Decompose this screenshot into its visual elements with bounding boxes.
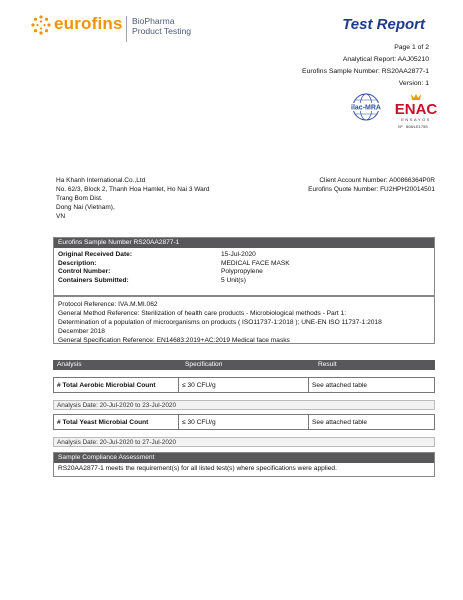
- header-result: Result: [318, 361, 337, 368]
- sample-field: [58, 260, 430, 269]
- analysis-name: # Total Yeast Microbial Count: [54, 415, 179, 430]
- svg-text:Nº: Nº: [398, 124, 403, 129]
- address-line: Dong Nai (Vietnam),: [56, 204, 115, 211]
- analysis-row: [53, 377, 435, 393]
- sample-number: Eurofins Sample Number: RS20AA2877-1: [302, 68, 429, 75]
- client-account-number: Client Account Number: A00866364P0R: [319, 177, 435, 184]
- compliance-section: [53, 452, 435, 477]
- client-account-info: [308, 176, 435, 194]
- logo-divider: [126, 16, 127, 42]
- quote-number: Eurofins Quote Number: FU2HPH20014501: [308, 186, 435, 193]
- address-line: No. 62/3, Block 2, Thanh Hoa Hamlet, Ho Nai 3 Ward: [56, 186, 210, 193]
- field-label: Containers Submitted:: [58, 276, 129, 284]
- enac-logo: [392, 92, 440, 132]
- analysis-result: See attached table: [309, 378, 435, 393]
- analysis-result: See attached table: [309, 415, 435, 430]
- address-line: VN: [56, 213, 66, 220]
- field-label: Control Number:: [58, 268, 111, 276]
- ilac-mra-logo: [344, 92, 388, 122]
- analysis-spec: ≤ 30 CFU/g: [179, 378, 309, 393]
- eurofins-logo: [30, 12, 230, 52]
- method-reference-3: December 2018: [58, 328, 105, 335]
- svg-text:ENAC: ENAC: [394, 101, 438, 118]
- analysis-name: # Total Aerobic Microbial Count: [54, 378, 179, 393]
- header-specification: Specification: [185, 361, 223, 368]
- field-label: Original Received Date:: [58, 251, 133, 258]
- ilac-globe-icon: [344, 92, 388, 122]
- analysis-row: [53, 414, 435, 430]
- specification-reference: General Specification Reference: EN14683:2019+AC:2019 Medical face masks: [58, 337, 290, 344]
- division-line-1: BioPharma: [132, 16, 175, 26]
- method-reference-1: General Method Reference: Sterilization of health care products - Microbiological methods - Part 1:: [58, 310, 347, 317]
- analysis-header: [53, 360, 435, 370]
- division-line-2: Product Testing: [132, 26, 192, 36]
- svg-text:ilac-MRA: ilac-MRA: [351, 104, 381, 112]
- protocol-reference: Protocol Reference: IVA.M.MI.062: [58, 301, 158, 308]
- sample-field: [58, 251, 430, 260]
- sample-field: [58, 277, 430, 286]
- address-line: Ha Khanh International.Co.,Ltd: [56, 177, 146, 184]
- compliance-text: RS20AA2877-1 meets the requirement(s) for all listed test(s) where specifications were applied.: [58, 465, 337, 472]
- address-line: Trang Bom Dist.: [56, 195, 103, 202]
- version: Version: 1: [398, 80, 429, 87]
- analysis-table: [53, 360, 435, 447]
- sample-section: [53, 237, 435, 296]
- field-value: Polypropylene: [221, 268, 263, 276]
- svg-text:ENSAYOS: ENSAYOS: [401, 117, 431, 122]
- field-value: 5 Unit(s): [221, 276, 246, 284]
- compliance-bar: Sample Compliance Assessment: [54, 453, 434, 463]
- client-address: [56, 176, 276, 221]
- page-number: Page 1 of 2: [394, 44, 429, 51]
- svg-text:808/LE1755: 808/LE1755: [406, 124, 428, 129]
- references-section: [53, 296, 435, 344]
- method-reference-2: Determination of a population of microorganisms on products ( ISO11737-1:2018 ); UNE-EN ISO 11737-1:2018: [58, 319, 382, 326]
- field-value: 15-Jul-2020: [221, 251, 256, 258]
- brand-name: eurofins: [54, 14, 123, 33]
- enac-crown-icon: [392, 92, 440, 132]
- analysis-spec: ≤ 30 CFU/g: [179, 415, 309, 430]
- division-name: [132, 16, 191, 36]
- header-analysis: Analysis: [57, 361, 82, 368]
- analysis-date: Analysis Date: 20-Jul-2020 to 23-Jul-2020: [53, 400, 435, 410]
- field-label: Description:: [58, 259, 97, 267]
- sample-field: [58, 268, 430, 277]
- eurofins-dots-icon: [30, 14, 52, 36]
- report-title: Test Report: [342, 16, 425, 33]
- analytical-report-number: Analytical Report: AAJ05210: [342, 56, 429, 63]
- sample-bar: Eurofins Sample Number RS20AA2877-1: [54, 238, 434, 248]
- analysis-date: Analysis Date: 20-Jul-2020 to 27-Jul-2020: [53, 437, 435, 447]
- field-value: MEDICAL FACE MASK: [221, 259, 290, 267]
